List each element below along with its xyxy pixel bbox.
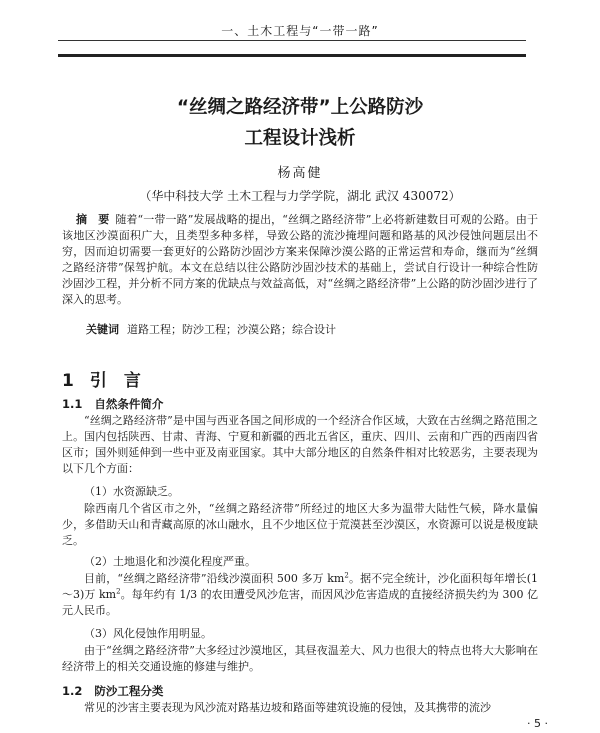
header-rule (58, 40, 526, 41)
page-number: · 5 · (527, 717, 548, 730)
list-item-1: （1）水资源缺乏。 (84, 485, 179, 498)
list-item-2: （2）土地退化和沙漠化程度严重。 (84, 555, 256, 568)
paper-title-line2: 工程设计浅析 (244, 128, 356, 149)
abstract-text: 随着“一带一路”发展战略的提出，“丝绸之路经济带”上必将新建数目可观的公路。由于该地区沙漠面积广大，且类型多种多样，导致公路的流沙掩埋问题和路基的风沙侵蚀问题层出不穷，因而迫切需要一套更好的公路防沙固沙方案来保障沙漠公路的正常运营和寿命，继而为“丝绸之路经济带”保驾护航。本文在总结以往公路防沙固沙技术的基础上，尝试自行设计一种综合性防沙固沙工程，并分析不同方案的优缺点与效益高低，对“丝绸之路经济带”上公路的防沙固沙进行了深入的思考。 (62, 213, 538, 306)
section-heading-1 (62, 366, 141, 391)
author: 杨高健 (277, 166, 323, 181)
abstract-label: 摘 要 (76, 213, 110, 226)
abstract (62, 212, 538, 308)
keywords-label: 关键词 (86, 323, 119, 336)
subsection-title: 防沙工程分类 (94, 684, 164, 698)
section-number: 1 (62, 371, 74, 391)
paragraph-2: 除西南几个省区市之外，“丝绸之路经济带”所经过的地区大多为温带大陆性气候，降水量偏少，多借助天山和青藏高原的冰山融水，且不少地区位于荒漠甚至沙漠区，水资源可以说是极度缺乏。 (62, 502, 538, 547)
paragraph-3-part-b: 。据不完全统计，沙化面积每年增长(1～3)万 km (62, 572, 539, 601)
header-rule-thick (58, 54, 526, 57)
paragraph-3 (62, 571, 538, 619)
paragraph-3-part-c: 。每年约有 1/3 的农田遭受风沙危害，而因风沙危害造成的直接经济损失约为 300 亿元人民币。 (62, 588, 538, 617)
running-head: 一、土木工程与“一带一路” (221, 24, 379, 38)
keywords (86, 322, 538, 338)
superscript: 2 (344, 571, 349, 580)
keywords-text: 道路工程；防沙工程；沙漠公路；综合设计 (127, 323, 336, 336)
subsection-number: 1.1 (62, 397, 83, 411)
subsection-heading-1-2 (62, 683, 163, 699)
section-title: 引 言 (89, 371, 141, 391)
paper-title-line1: “丝绸之路经济带”上公路防沙 (176, 97, 424, 118)
superscript: 2 (116, 587, 121, 596)
paragraph-4: 由于“丝绸之路经济带”大多经过沙漠地区，其昼夜温差大、风力也很大的特点也将大大影响在经济带上的相关交通设施的修建与维护。 (62, 644, 538, 673)
subsection-title: 自然条件简介 (94, 397, 164, 411)
subsection-heading-1-1 (62, 396, 163, 412)
paragraph-1: “丝绸之路经济带”是中国与西亚各国之间形成的一个经济合作区域，大致在古丝绸之路范围之上。国内包括陕西、甘肃、青海、宁夏和新疆的西北五省区，重庆、四川、云南和广西的西南四省区市；国外则延伸到一些中亚及南亚国家。其中大部分地区的自然条件相对比较恶劣，主要表现为以下几个方面： (62, 414, 538, 475)
paragraph-3-part-a: 目前，“丝绸之路经济带”沿线沙漠面积 500 多万 km (84, 572, 345, 585)
paragraph-5: 常见的沙害主要表现为风沙流对路基边坡和路面等建筑设施的侵蚀，及其携带的流沙 (84, 701, 491, 714)
affiliation: （华中科技大学 土木工程与力学学院，湖北 武汉 430072） (139, 189, 461, 203)
list-item-3: （3）风化侵蚀作用明显。 (84, 627, 212, 640)
subsection-number: 1.2 (62, 684, 83, 698)
